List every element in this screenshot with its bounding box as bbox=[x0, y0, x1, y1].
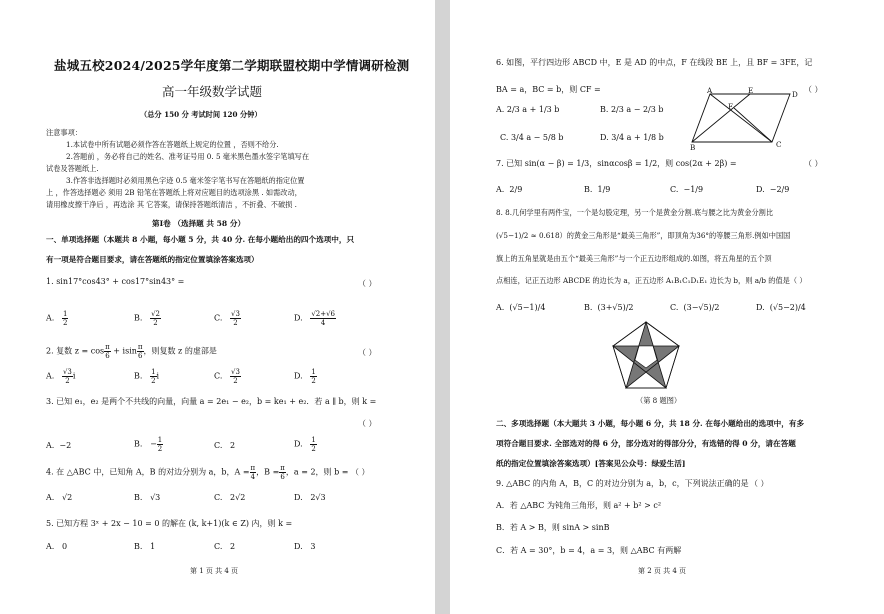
q1-stem: 1. sin17°cos43° + cos17°sin43° = bbox=[46, 277, 185, 286]
q3-option-b: B. − $\frac{1}{2}$ bbox=[134, 436, 163, 453]
note-line: 3.作答非选择题时必须用黑色字迹 0.5 毫米签字笔书写在答题纸的指定位置 bbox=[66, 176, 305, 185]
parallelogram-figure bbox=[686, 86, 806, 152]
q2-option-a: A. $\frac{√3}{2}$ i bbox=[46, 368, 76, 385]
q5-stem: 5. 已知方程 3ˣ + 2x − 10 = 0 的解在 (k, k+1)(k ∈ Z) 内，则 k = bbox=[46, 519, 293, 528]
q4-option-c: C. 2√2 bbox=[214, 493, 246, 502]
fig-label-b: B bbox=[690, 143, 696, 152]
q8-option-a: A. (√5−1)/4 bbox=[496, 303, 546, 312]
section2-line: 二、多项选择题（本大题共 3 小题，每小题 6 分，共 18 分. 在每小题给出的选项中，有多 bbox=[496, 419, 805, 428]
q5-option-b: B. 1 bbox=[134, 542, 156, 551]
fig-label-c: C bbox=[776, 140, 782, 149]
q4-option-d: D. 2√3 bbox=[294, 493, 326, 502]
q6-option-b: B. 2/3 a − 2/3 b bbox=[600, 105, 664, 114]
q9-stem: 9. △ABC 的内角 A，B，C 的对边分别为 a，b，c，下列说法正确的是 bbox=[496, 479, 749, 488]
q3-paren: （ ） bbox=[358, 419, 377, 428]
q8-line: 旗上的五角星就是由五个“最美三角形”与一个正五边形组成的.如图，将五角星的五个顶 bbox=[496, 254, 772, 263]
fig-label-f: F bbox=[728, 102, 733, 111]
q6-option-c: C. 3/4 a − 5/8 b bbox=[500, 133, 564, 142]
q8-option-c: C. (3−√5)/2 bbox=[670, 303, 720, 312]
q7-option-b: B. 1/9 bbox=[584, 185, 611, 194]
pentagram-figure bbox=[610, 318, 682, 396]
q1-option-c: C. $\frac{√3}{2}$ bbox=[214, 310, 240, 327]
q1-option-b: B. $\frac{√2}{2}$ bbox=[134, 310, 160, 327]
q6-line2: BA = a，BC = b，则 CF = bbox=[496, 85, 601, 94]
q7-option-c: C. −1/9 bbox=[670, 185, 704, 194]
q5-option-a: A. 0 bbox=[46, 542, 68, 551]
q2-option-b: B. $\frac{1}{2}$ i bbox=[134, 368, 160, 385]
q3-option-c: C. 2 bbox=[214, 441, 236, 450]
section2-line: 纸的指定位置填涂答案选项）[答案见公众号：绿爱生活] bbox=[496, 459, 686, 468]
exam-title: 盐城五校2024/2025学年度第二学期联盟校期中学情调研检测 bbox=[54, 58, 410, 73]
q3-stem: 3. 已知 e₁，e₂ 是两个不共线的向量，向量 a = 2e₁ − e₂，b = ke₁ + e₂．若 a ∥ b，则 k = bbox=[46, 397, 377, 406]
q8-option-b: B. (3+√5)/2 bbox=[584, 303, 634, 312]
notes-heading: 注意事项： bbox=[46, 128, 82, 137]
q7-paren: （ ） bbox=[804, 159, 823, 168]
q1-option-d: D. $\frac{√2+√6}{4}$ bbox=[294, 310, 336, 327]
q6-option-d: D. 3/4 a + 1/8 b bbox=[600, 133, 664, 142]
q3-option-d: D. $\frac{1}{2}$ bbox=[294, 436, 316, 453]
q9-option-a: A．若 △ABC 为钝角三角形，则 a² + b² > c² bbox=[496, 501, 662, 510]
q8-line: (√5−1)/2 ≈ 0.618）的黄金三角形是“最美三角形”，即顶角为36°的等腰三角形.例如中国国 bbox=[496, 231, 791, 240]
page-number: 第 2 页 共 4 页 bbox=[638, 567, 687, 575]
note-line: 1.本试卷中所有试题必须作答在答题纸上规定的位置 ，否则不给分. bbox=[66, 140, 279, 149]
page-number: 第 1 页 共 4 页 bbox=[190, 567, 239, 575]
q2-option-c: C. $\frac{√3}{2}$ bbox=[214, 368, 240, 385]
q7-stem: 7. 已知 sin(α − β) = 1/3，sinαcosβ = 1/2，则 cos(2α + 2β) = bbox=[496, 159, 737, 168]
fig8-caption: （第 8 题图） bbox=[636, 396, 682, 405]
q9-option-b: B．若 A > B，则 sinA > sinB bbox=[496, 523, 610, 532]
exam-page-2 bbox=[450, 0, 884, 614]
q9-paren: （ ） bbox=[750, 479, 769, 488]
q8-line: 点相连，记正五边形 ABCDE 的边长为 a，正五边形 A₁B₁C₁D₁E₁ 边长为 b，则 a/b 的值是（ ） bbox=[496, 276, 807, 285]
section2-line: 项符合题目要求. 全部选对的得 6 分，部分选对的得部分分，有选错的得 0 分，请在答题 bbox=[496, 439, 796, 448]
note-line: 试卷及答题纸上. bbox=[46, 164, 99, 173]
q7-option-a: A. 2/9 bbox=[496, 185, 523, 194]
fig-label-d: D bbox=[792, 90, 798, 99]
fig-label-e: E bbox=[748, 86, 754, 95]
exam-subtitle: 高一年级数学试题 bbox=[162, 84, 263, 99]
exam-info: （总分 150 分 考试时间 120 分钟） bbox=[140, 110, 262, 119]
q2-paren: （ ） bbox=[358, 348, 377, 357]
q9-option-c: C．若 A = 30°，b = 4，a = 3，则 △ABC 有两解 bbox=[496, 546, 682, 555]
exam-page-1 bbox=[0, 0, 435, 614]
note-line: 2.答题前 ，务必将自己的姓名、准考证号用 0. 5 毫米黑色墨水签字笔填写在 bbox=[66, 152, 310, 161]
q3-option-a: A. −2 bbox=[46, 441, 72, 450]
part1-title: 第Ⅰ卷 （选择题 共 58 分） bbox=[152, 219, 246, 228]
q1-option-a: A. $\frac{1}{2}$ bbox=[46, 310, 68, 327]
section1-line: 一、单项选择题（本题共 8 小题，每小题 5 分，共 40 分. 在每小题给出的四个选项中，只 bbox=[46, 235, 355, 244]
fig-label-a: A bbox=[707, 86, 713, 95]
note-line: 上 ，作答选择题必 须用 2B 铅笔在答题纸上将对应题目的选项涂黑 . 如需改动， bbox=[46, 188, 302, 197]
q7-option-d: D. −2/9 bbox=[756, 185, 790, 194]
q6-line1: 6. 如图，平行四边形 ABCD 中，E 是 AD 的中点，F 在线段 BE 上，且 BF = 3FE，记 bbox=[496, 58, 813, 67]
q8-line: 8. 8.几何学里有两件宝，一个是勾股定理，另一个是黄金分割.底与腰之比为黄金分割比 bbox=[496, 208, 774, 217]
q2-stem: 2. 复数 z = cos $\frac{\pi}{6}$ + isin $\frac{\pi}{6}$ ，则复数 z 的虚部是 bbox=[46, 343, 217, 360]
note-line: 请用橡皮擦干净后 ，再选涂 其 它答案，请保持答题纸清洁 ，不折叠、不破损 . bbox=[46, 200, 297, 209]
q8-option-d: D. (√5−2)/4 bbox=[756, 303, 806, 312]
q4-stem: 4. 在 △ABC 中，已知角 A，B 的对边分别为 a，b，A = $\frac{\pi}{4}$ ，B = $\frac{\pi}{6}$ ，a = 2，则 b = （ ） bbox=[46, 464, 370, 481]
section1-line: 有一项是符合题目要求，请在答题纸的指定位置填涂答案选项） bbox=[46, 255, 259, 264]
q2-option-d: D. $\frac{1}{2}$ bbox=[294, 368, 316, 385]
q6-option-a: A. 2/3 a + 1/3 b bbox=[496, 105, 560, 114]
q4-option-b: B. √3 bbox=[134, 493, 161, 502]
q5-option-d: D. 3 bbox=[294, 542, 316, 551]
q5-option-c: C. 2 bbox=[214, 542, 236, 551]
q1-paren: （ ） bbox=[358, 279, 377, 288]
q4-option-a: A. √2 bbox=[46, 493, 73, 502]
q6-paren: （ ） bbox=[804, 85, 823, 94]
